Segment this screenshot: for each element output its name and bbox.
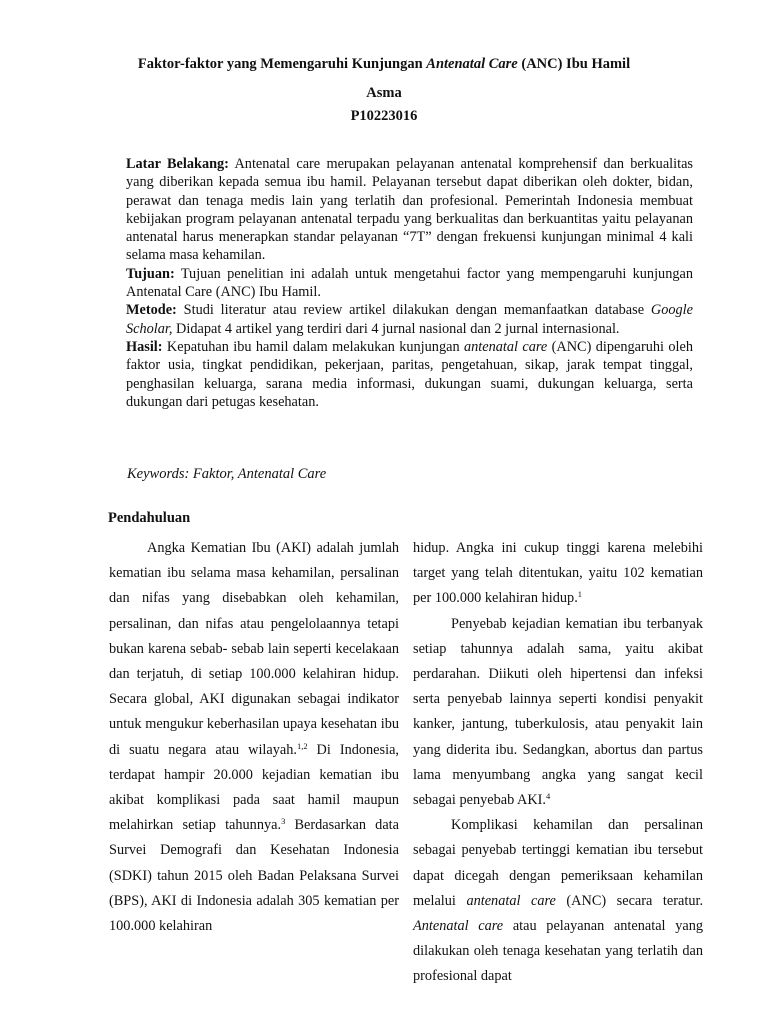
body-italic: antenatal care: [466, 892, 556, 909]
title-italic-text: Antenatal Care: [426, 56, 518, 72]
author-name: Asma: [366, 85, 402, 101]
result-label: Hasil:: [126, 338, 163, 355]
background-label: Latar Belakang:: [126, 156, 229, 172]
aim-text: Tujuan penelitian ini adalah untuk mengetahui factor yang mempengaruhi kunjungan Antenatal Care (ANC) Ibu Hamil.: [126, 265, 693, 301]
result-text: Kepatuhan ibu hamil dalam melakukan kunjungan: [162, 338, 464, 355]
body-text: Angka Kematian Ibu (AKI) adalah jumlah kematian ibu selama masa kehamilan, persalinan dan nifas yang disebabkan oleh kehamilan, persalinan, dan nifas atau pengelolaannya tetapi bukan karena sebab- sebab lain seperti kecelakaan dan terjatuh, di setiap 100.000 kelahiran hidup. Secara global, AKI digunakan sebagai indikator untuk mengukur keberhasilan upaya kesehatan ibu di suatu negara atau wilayah.: [109, 540, 399, 758]
result-italic: antenatal care: [463, 338, 548, 355]
body-paragraph: [413, 536, 703, 612]
citation-ref: 1: [577, 589, 583, 600]
body-text: atau pelayanan antenatal yang dilakukan oleh tenaga kesehatan yang terlatih dan profesional dapat: [413, 918, 703, 985]
method-text-end: Didapat 4 artikel yang terdiri dari 4 jurnal nasional dan 2 jurnal internasional.: [172, 320, 620, 337]
section-heading: Pendahuluan: [108, 510, 191, 526]
citation-ref: 3: [281, 816, 286, 827]
body-text: hidup. Angka ini cukup tinggi karena melebihi target yang telah ditentukan, yaitu 102 kematian per 100.000 kelahiran hidup.: [413, 540, 703, 607]
abstract-aim: [126, 265, 693, 302]
body-paragraph: [413, 612, 703, 814]
aim-label: Tujuan:: [126, 265, 175, 282]
abstract-method: [126, 301, 693, 338]
body-column-right: [413, 536, 703, 990]
method-italic: Google Scholar,: [126, 302, 693, 337]
method-text: Studi literatur atau review artikel dilakukan dengan memanfaatkan database: [176, 302, 651, 319]
method-label: Metode:: [126, 302, 177, 319]
paper-title: [0, 54, 768, 74]
body-paragraph: [109, 536, 399, 939]
body-paragraph: [413, 813, 703, 989]
body-column-left: [109, 536, 399, 939]
citation-ref: 4: [546, 791, 551, 802]
result-text-end: (ANC) dipengaruhi oleh faktor usia, tingkat pendidikan, pekerjaan, paritas, pengetahuan, sikap, jarak tempat tinggal, penghasilan keluarga, sarana media informasi, dukungan suami, dukungan keluarga, serta dukungan dari petugas kesehatan.: [126, 338, 693, 410]
title-text-end: (ANC) Ibu Hamil: [517, 56, 631, 72]
abstract: [126, 155, 693, 411]
body-italic: Antenatal care: [413, 918, 504, 935]
body-text: Penyebab kejadian kematian ibu terbanyak setiap tahunnya adalah sama, yaitu akibat perdarahan. Diikuti oleh hipertensi dan infeksi serta penyebab lainnya seperti kondisi penyakit kanker, jantung, tuberkulosis, atau penyakit lain yang diderita ibu. Sedangkan, abortus dan partus lama menyumbang angka yang sangat kecil sebagai penyebab AKI.: [413, 615, 703, 809]
abstract-background: [126, 155, 693, 265]
abstract-result: [126, 338, 693, 411]
body-text: Di Indonesia, terdapat hampir 20.000 kejadian kematian ibu akibat komplikasi pada saat hamil maupun melahirkan setiap tahunnya.: [109, 741, 399, 834]
body-text: Berdasarkan data Survei Demografi dan Kesehatan Indonesia (SDKI) tahun 2015 oleh Badan Pelaksana Survei (BPS), AKI di Indonesia adalah 305 kematian per 100.000 kelahiran: [109, 817, 399, 935]
body-text: (ANC) secara teratur.: [555, 892, 704, 909]
student-id: P10223016: [350, 108, 418, 124]
body-text: Komplikasi kehamilan dan persalinan sebagai penyebab tertinggi kematian ibu tersebut dapat dicegah dengan pemeriksaan kehamilan melalui: [413, 817, 703, 909]
background-text: Antenatal care merupakan pelayanan antenatal komprehensif dan berkualitas yang diberikan kepada semua ibu hamil. Pelayanan tersebut dapat diberikan oleh dokter, bidan, perawat dan tenaga medis lain yang terlatih dan profesional. Pemerintah Indonesia membuat kebijakan program pelayanan antenatal terpadu yang berkualitas dan berkuantitas yaitu pelayanan antenatal harus menerapkan standar pelayanan “7T” dengan frekuensi kunjungan minimal 4 kali selama masa kehamilan.: [126, 156, 693, 264]
citation-ref: 1,2: [296, 740, 308, 751]
title-text: Faktor-faktor yang Memengaruhi Kunjungan: [137, 56, 427, 72]
keywords: Keywords: Faktor, Antenatal Care: [127, 466, 327, 482]
